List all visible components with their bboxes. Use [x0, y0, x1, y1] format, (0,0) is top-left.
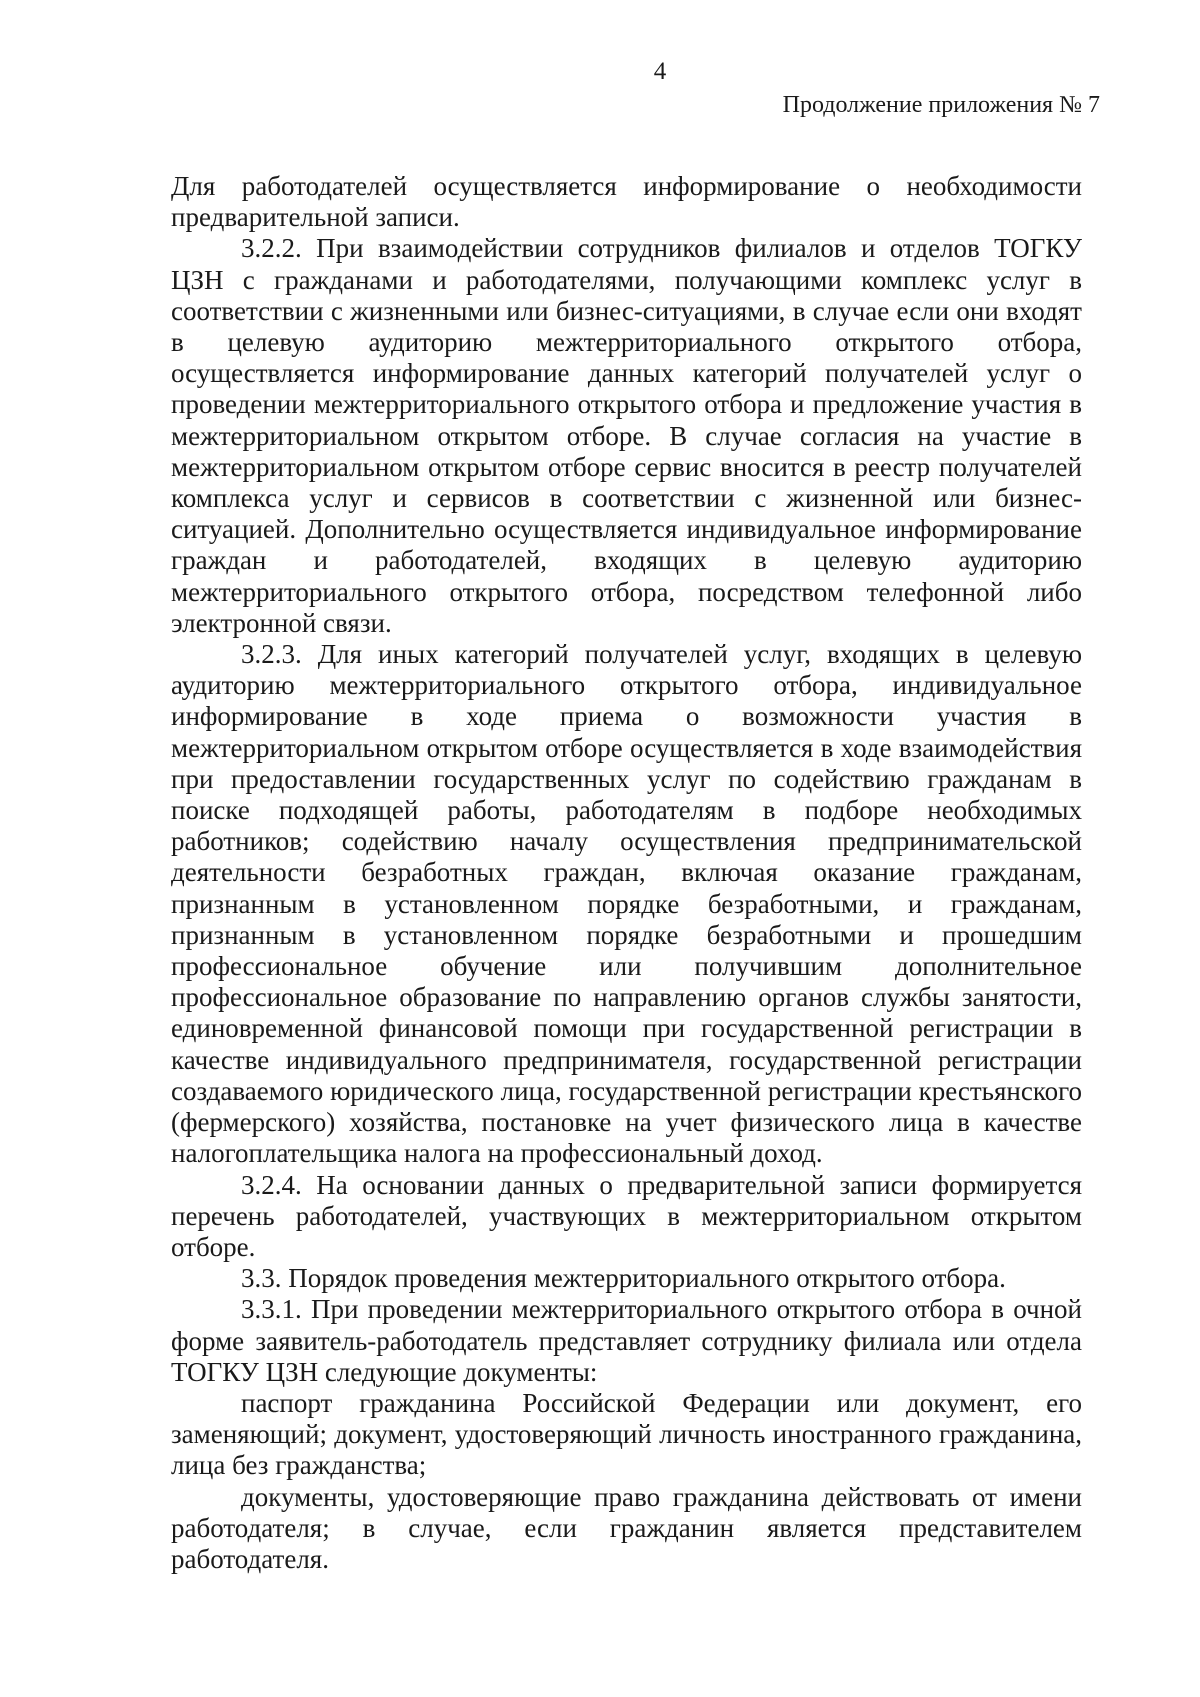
paragraph-passport: паспорт гражданина Российской Федерации или документ, его заменяющий; документ, удостоверяющий личность иностранного гражданина, лица без гражданства; — [171, 1387, 1082, 1481]
paragraph-3-2-3: 3.2.3. Для иных категорий получателей услуг, входящих в целевую аудиторию межтерриториального открытого отбора, индивидуальное информирование в ходе приема о возможности участия в межтерриториальном открытом отборе осуществляется в ходе взаимодействия при предоставлении государственных услуг по содействию гражданам в поиске подходящей работы, работодателям в подборе необходимых работников; содействию началу осуществления предпринимательской деятельности безработных граждан, включая оказание гражданам, признанным в установленном порядке безработными, и гражданам, признанным в установленном порядке безработными и прошедшим профессиональное обучение или получившим дополнительное профессиональное образование по направлению органов службы занятости, единовременной финансовой помощи при государственной регистрации в качестве индивидуального предпринимателя, государственной регистрации создаваемого юридического лица, государственной регистрации крестьянского (фермерского) хозяйства, постановке на учет физического лица в качестве налогоплательщика налога на профессиональный доход. — [171, 639, 1082, 1169]
paragraph-3-2-4: 3.2.4. На основании данных о предварительной записи формируется перечень работодателей, участвующих в межтерриториальном открытом отборе. — [171, 1169, 1082, 1262]
paragraph-authority-documents: документы, удостоверяющие право гражданина действовать от имени работодателя; в случае, если гражданин является представителем работодателя. — [171, 1481, 1082, 1574]
paragraph-3-2-2: 3.2.2. При взаимодействии сотрудников филиалов и отделов ТОГКУ ЦЗН с гражданами и работодателями, получающими комплекс услуг в соответствии с жизненными или бизнес-ситуациями, в случае если они входят в целевую аудиторию межтерриториального открытого отбора, осуществляется информирование данных категорий получателей услуг о проведении межтерриториального открытого отбора и предложение участия в межтерриториальном открытом отборе. В случае согласия на участие в межтерриториальном открытом отборе сервис вносится в реестр получателей комплекса услуг и сервисов в соответствии с жизненной или бизнес-ситуацией. Дополнительно осуществляется индивидуальное информирование граждан и работодателей, входящих в целевую аудиторию межтерриториального открытого отбора, посредством телефонной либо электронной связи. — [171, 233, 1082, 638]
paragraph-3-3-1: 3.3.1. При проведении межтерриториального открытого отбора в очной форме заявитель-работодатель представляет сотруднику филиала или отдела ТОГКУ ЦЗН следующие документы: — [171, 1294, 1082, 1387]
page-number: 4 — [653, 58, 667, 85]
paragraph-3-3: 3.3. Порядок проведения межтерриториального открытого отбора. — [241, 1263, 1006, 1294]
paragraph-employers-note: Для работодателей осуществляется информирование о необходимости предварительной записи. — [171, 171, 1082, 233]
document-body — [171, 171, 1082, 1575]
appendix-note: Продолжение приложения № 7 — [782, 92, 1100, 118]
